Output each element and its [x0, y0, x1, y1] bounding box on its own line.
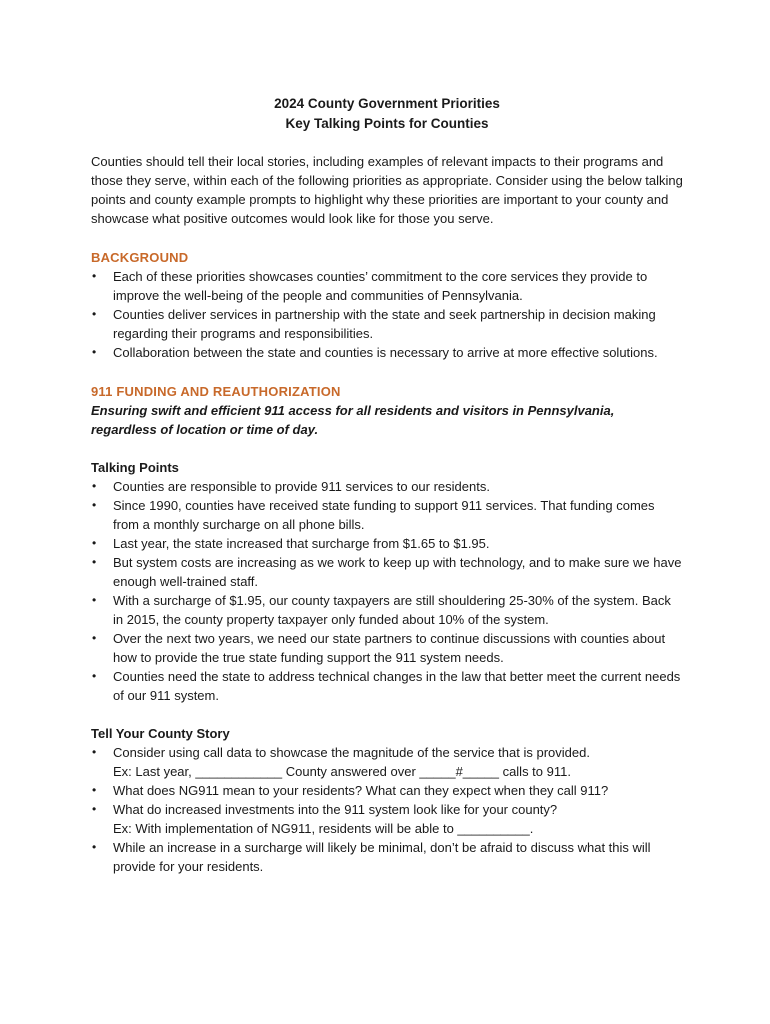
list-item-text: Counties deliver services in partnership with the state and seek partnership in decision making regarding their programs and responsibilities.	[113, 307, 656, 341]
list-item-text: While an increase in a surcharge will likely be minimal, don’t be afraid to discuss what this will provide for your residents.	[113, 840, 651, 874]
bullet-icon: •	[92, 345, 97, 359]
talking-points-list	[91, 477, 683, 705]
bullet-icon: •	[92, 498, 97, 512]
list-item	[91, 667, 683, 705]
list-item-text: Collaboration between the state and counties is necessary to arrive at more effective solutions.	[113, 345, 658, 360]
list-item-text: Last year, the state increased that surcharge from $1.65 to $1.95.	[113, 536, 490, 551]
document-page	[91, 94, 683, 876]
bullet-icon: •	[92, 631, 97, 645]
document-title-line1: 2024 County Government Priorities	[274, 96, 500, 111]
bullet-icon: •	[92, 802, 97, 816]
list-item-text: Counties need the state to address technical changes in the law that better meet the current needs of our 911 system.	[113, 669, 681, 703]
bullet-icon: •	[92, 593, 97, 607]
bullet-icon: •	[92, 555, 97, 569]
list-item-text: Over the next two years, we need our state partners to continue discussions with counties about how to provide the true state funding support the 911 system needs.	[113, 631, 666, 665]
list-item-text: What does NG911 mean to your residents? What can they expect when they call 911?	[113, 783, 609, 798]
bullet-icon: •	[92, 669, 97, 683]
list-item	[91, 743, 683, 781]
funding-heading: 911 FUNDING AND REAUTHORIZATION	[91, 384, 341, 399]
list-item	[91, 553, 683, 591]
list-item-text: Counties are responsible to provide 911 services to our residents.	[113, 479, 490, 494]
example-text: Ex: With implementation of NG911, residents will be able to __________.	[113, 821, 534, 836]
list-item-text: Consider using call data to showcase the magnitude of the service that is provided.	[113, 745, 590, 760]
list-item	[91, 305, 683, 343]
list-item-text: But system costs are increasing as we work to keep up with technology, and to make sure we have enough well-trained staff.	[113, 555, 682, 589]
county-story-list	[91, 743, 683, 876]
document-title-line2: Key Talking Points for Counties	[285, 116, 489, 131]
bullet-icon: •	[92, 783, 97, 797]
background-heading: BACKGROUND	[91, 250, 189, 265]
list-item	[91, 496, 683, 534]
list-item	[91, 629, 683, 667]
intro-paragraph: Counties should tell their local stories, including examples of relevant impacts to their programs and those they serve, within each of the following priorities as appropriate. Consider using the below talking points and county example prompts to highlight why these priorities are important to your county and showcase what positive outcomes would look like for those you serve.	[91, 154, 683, 226]
funding-subtitle: Ensuring swift and efficient 911 access for all residents and visitors in Pennsylvania, regardless of location or time of day.	[91, 403, 615, 437]
list-item	[91, 591, 683, 629]
list-item	[91, 838, 683, 876]
list-item	[91, 477, 683, 496]
bullet-icon: •	[92, 536, 97, 550]
bullet-icon: •	[92, 269, 97, 283]
bullet-icon: •	[92, 745, 97, 759]
list-item	[91, 781, 683, 800]
list-item	[91, 267, 683, 305]
talking-points-heading: Talking Points	[91, 460, 179, 475]
bullet-icon: •	[92, 307, 97, 321]
bullet-icon: •	[92, 840, 97, 854]
list-item-text: With a surcharge of $1.95, our county taxpayers are still shouldering 25-30% of the system. Back in 2015, the county property taxpayer only funded about 10% of the system.	[113, 593, 671, 627]
example-text: Ex: Last year, ____________ County answered over _____#_____ calls to 911.	[113, 764, 571, 779]
list-item	[91, 343, 683, 362]
list-item	[91, 800, 683, 838]
list-item-text: Each of these priorities showcases counties’ commitment to the core services they provide to improve the well-being of the people and communities of Pennsylvania.	[113, 269, 648, 303]
county-story-heading: Tell Your County Story	[91, 726, 230, 741]
background-list	[91, 267, 683, 362]
list-item	[91, 534, 683, 553]
list-item-text: What do increased investments into the 911 system look like for your county?	[113, 802, 558, 817]
bullet-icon: •	[92, 479, 97, 493]
list-item-text: Since 1990, counties have received state funding to support 911 services. That funding comes from a monthly surcharge on all phone bills.	[113, 498, 655, 532]
